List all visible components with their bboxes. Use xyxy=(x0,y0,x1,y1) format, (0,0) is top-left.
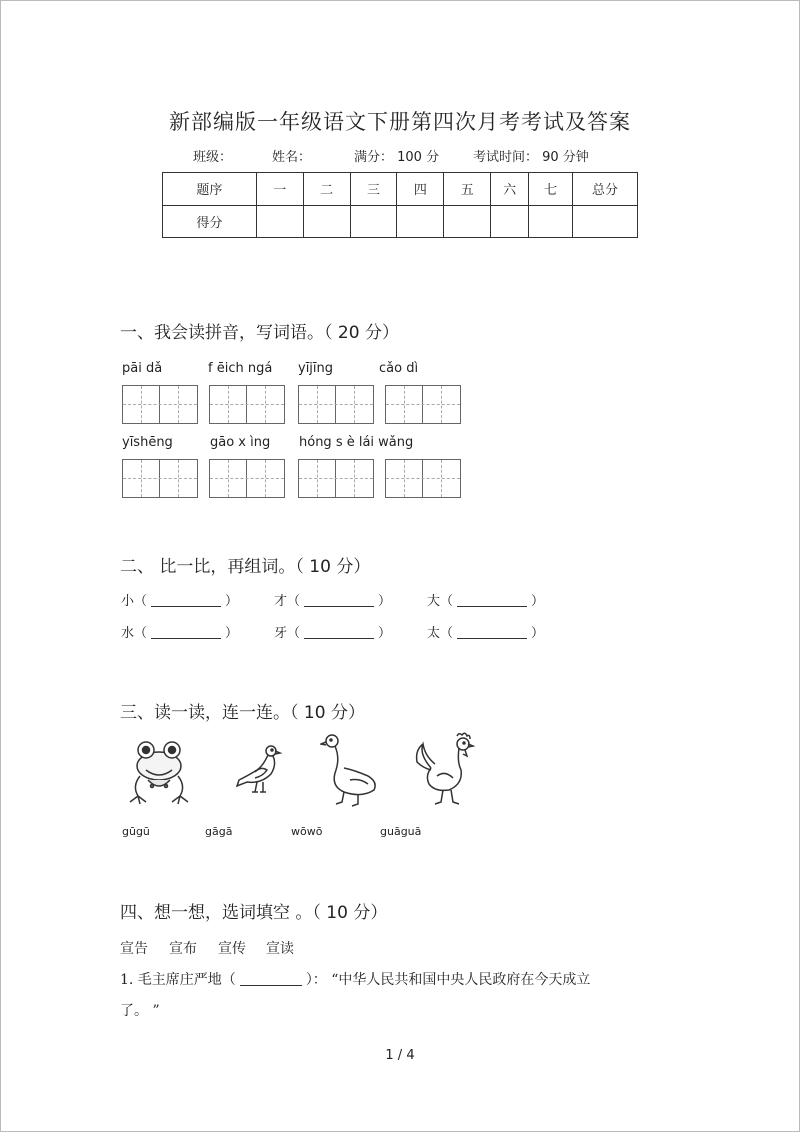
pigeon-icon[interactable] xyxy=(233,742,289,798)
section4-heading: 四、想一想，选词填空 。（ 10 分） xyxy=(120,903,388,923)
word-option: 宣告 xyxy=(120,941,148,957)
exam-time: 考试时间： 90 分钟 xyxy=(473,150,589,165)
compare-item: 太（ ） xyxy=(427,626,545,641)
score-header-cell: 七 xyxy=(529,173,573,206)
writing-grid[interactable] xyxy=(385,459,461,498)
score-header-cell: 总分 xyxy=(573,173,638,206)
score-header-cell: 二 xyxy=(303,173,350,206)
question-1-continued: 了。 ” xyxy=(120,1003,160,1019)
section1-heading: 一、我会读拼音，写词语。（ 20 分） xyxy=(120,323,399,343)
score-cell[interactable] xyxy=(573,205,638,238)
writing-grid[interactable] xyxy=(209,459,285,498)
sound-pinyin: wōwō xyxy=(291,825,323,838)
answer-blank[interactable] xyxy=(457,594,527,607)
full-score: 满分： 100 分 xyxy=(354,150,440,165)
answer-blank[interactable] xyxy=(304,626,374,639)
score-header-cell: 题序 xyxy=(163,173,257,206)
score-cell[interactable] xyxy=(444,205,491,238)
compare-item: 小（ ） xyxy=(121,594,239,609)
pinyin-label: f ēich ngá xyxy=(208,361,273,376)
sound-pinyin: gāgā xyxy=(205,825,233,838)
word-option: 宣布 xyxy=(169,941,197,957)
score-cell[interactable] xyxy=(529,205,573,238)
score-header-cell: 四 xyxy=(397,173,444,206)
score-cell[interactable] xyxy=(350,205,397,238)
score-header-cell: 五 xyxy=(444,173,491,206)
writing-grid[interactable] xyxy=(298,459,374,498)
section2-heading: 二、 比一比，再组词。（ 10 分） xyxy=(120,557,371,577)
score-table xyxy=(162,172,638,238)
compare-item: 水（ ） xyxy=(121,626,239,641)
score-table-header-row xyxy=(163,173,638,206)
word-option: 宣读 xyxy=(266,941,294,957)
frog-icon[interactable] xyxy=(118,736,200,808)
pinyin-label: hóng s è lái wǎng xyxy=(299,435,414,450)
sound-pinyin: gūgū xyxy=(122,825,150,838)
writing-grid[interactable] xyxy=(122,459,198,498)
score-table-score-row xyxy=(163,205,638,238)
pinyin-label: pāi dǎ xyxy=(122,361,163,376)
compare-item: 才（ ） xyxy=(274,594,392,609)
writing-grid[interactable] xyxy=(122,385,198,424)
pinyin-label: yījīng xyxy=(298,361,334,376)
goose-icon[interactable] xyxy=(320,732,380,808)
sound-pinyin: guāguā xyxy=(380,825,422,838)
score-cell[interactable] xyxy=(397,205,444,238)
question-1: 1. 毛主席庄严地（ ）： “中华人民共和国中央人民政府在今天成立 xyxy=(120,972,591,988)
class-label: 班级： xyxy=(193,150,233,165)
score-cell[interactable] xyxy=(303,205,350,238)
answer-blank[interactable] xyxy=(457,626,527,639)
compare-item: 牙（ ） xyxy=(274,626,392,641)
writing-grid[interactable] xyxy=(385,385,461,424)
section3-heading: 三、读一读，连一连。（ 10 分） xyxy=(120,703,365,723)
word-option: 宣传 xyxy=(218,941,246,957)
pinyin-label: gāo x ìng xyxy=(210,435,271,450)
compare-item: 大（ ） xyxy=(427,594,545,609)
answer-blank[interactable] xyxy=(151,594,221,607)
name-label: 姓名： xyxy=(272,150,312,165)
score-header-cell: 一 xyxy=(256,173,303,206)
score-cell[interactable] xyxy=(491,205,529,238)
answer-blank[interactable] xyxy=(151,626,221,639)
writing-grid[interactable] xyxy=(298,385,374,424)
score-header-cell: 三 xyxy=(350,173,397,206)
pinyin-label: cǎo dì xyxy=(379,361,419,376)
score-cell[interactable] xyxy=(256,205,303,238)
answer-blank[interactable] xyxy=(240,973,302,986)
score-header-cell: 六 xyxy=(491,173,529,206)
pinyin-label: yīshēng xyxy=(122,435,173,450)
answer-blank[interactable] xyxy=(304,594,374,607)
score-row-label: 得分 xyxy=(163,205,257,238)
page-title: 新部编版一年级语文下册第四次月考考试及答案 xyxy=(169,110,631,134)
rooster-icon[interactable] xyxy=(413,730,475,808)
writing-grid[interactable] xyxy=(209,385,285,424)
page-number: 1 / 4 xyxy=(385,1048,415,1063)
